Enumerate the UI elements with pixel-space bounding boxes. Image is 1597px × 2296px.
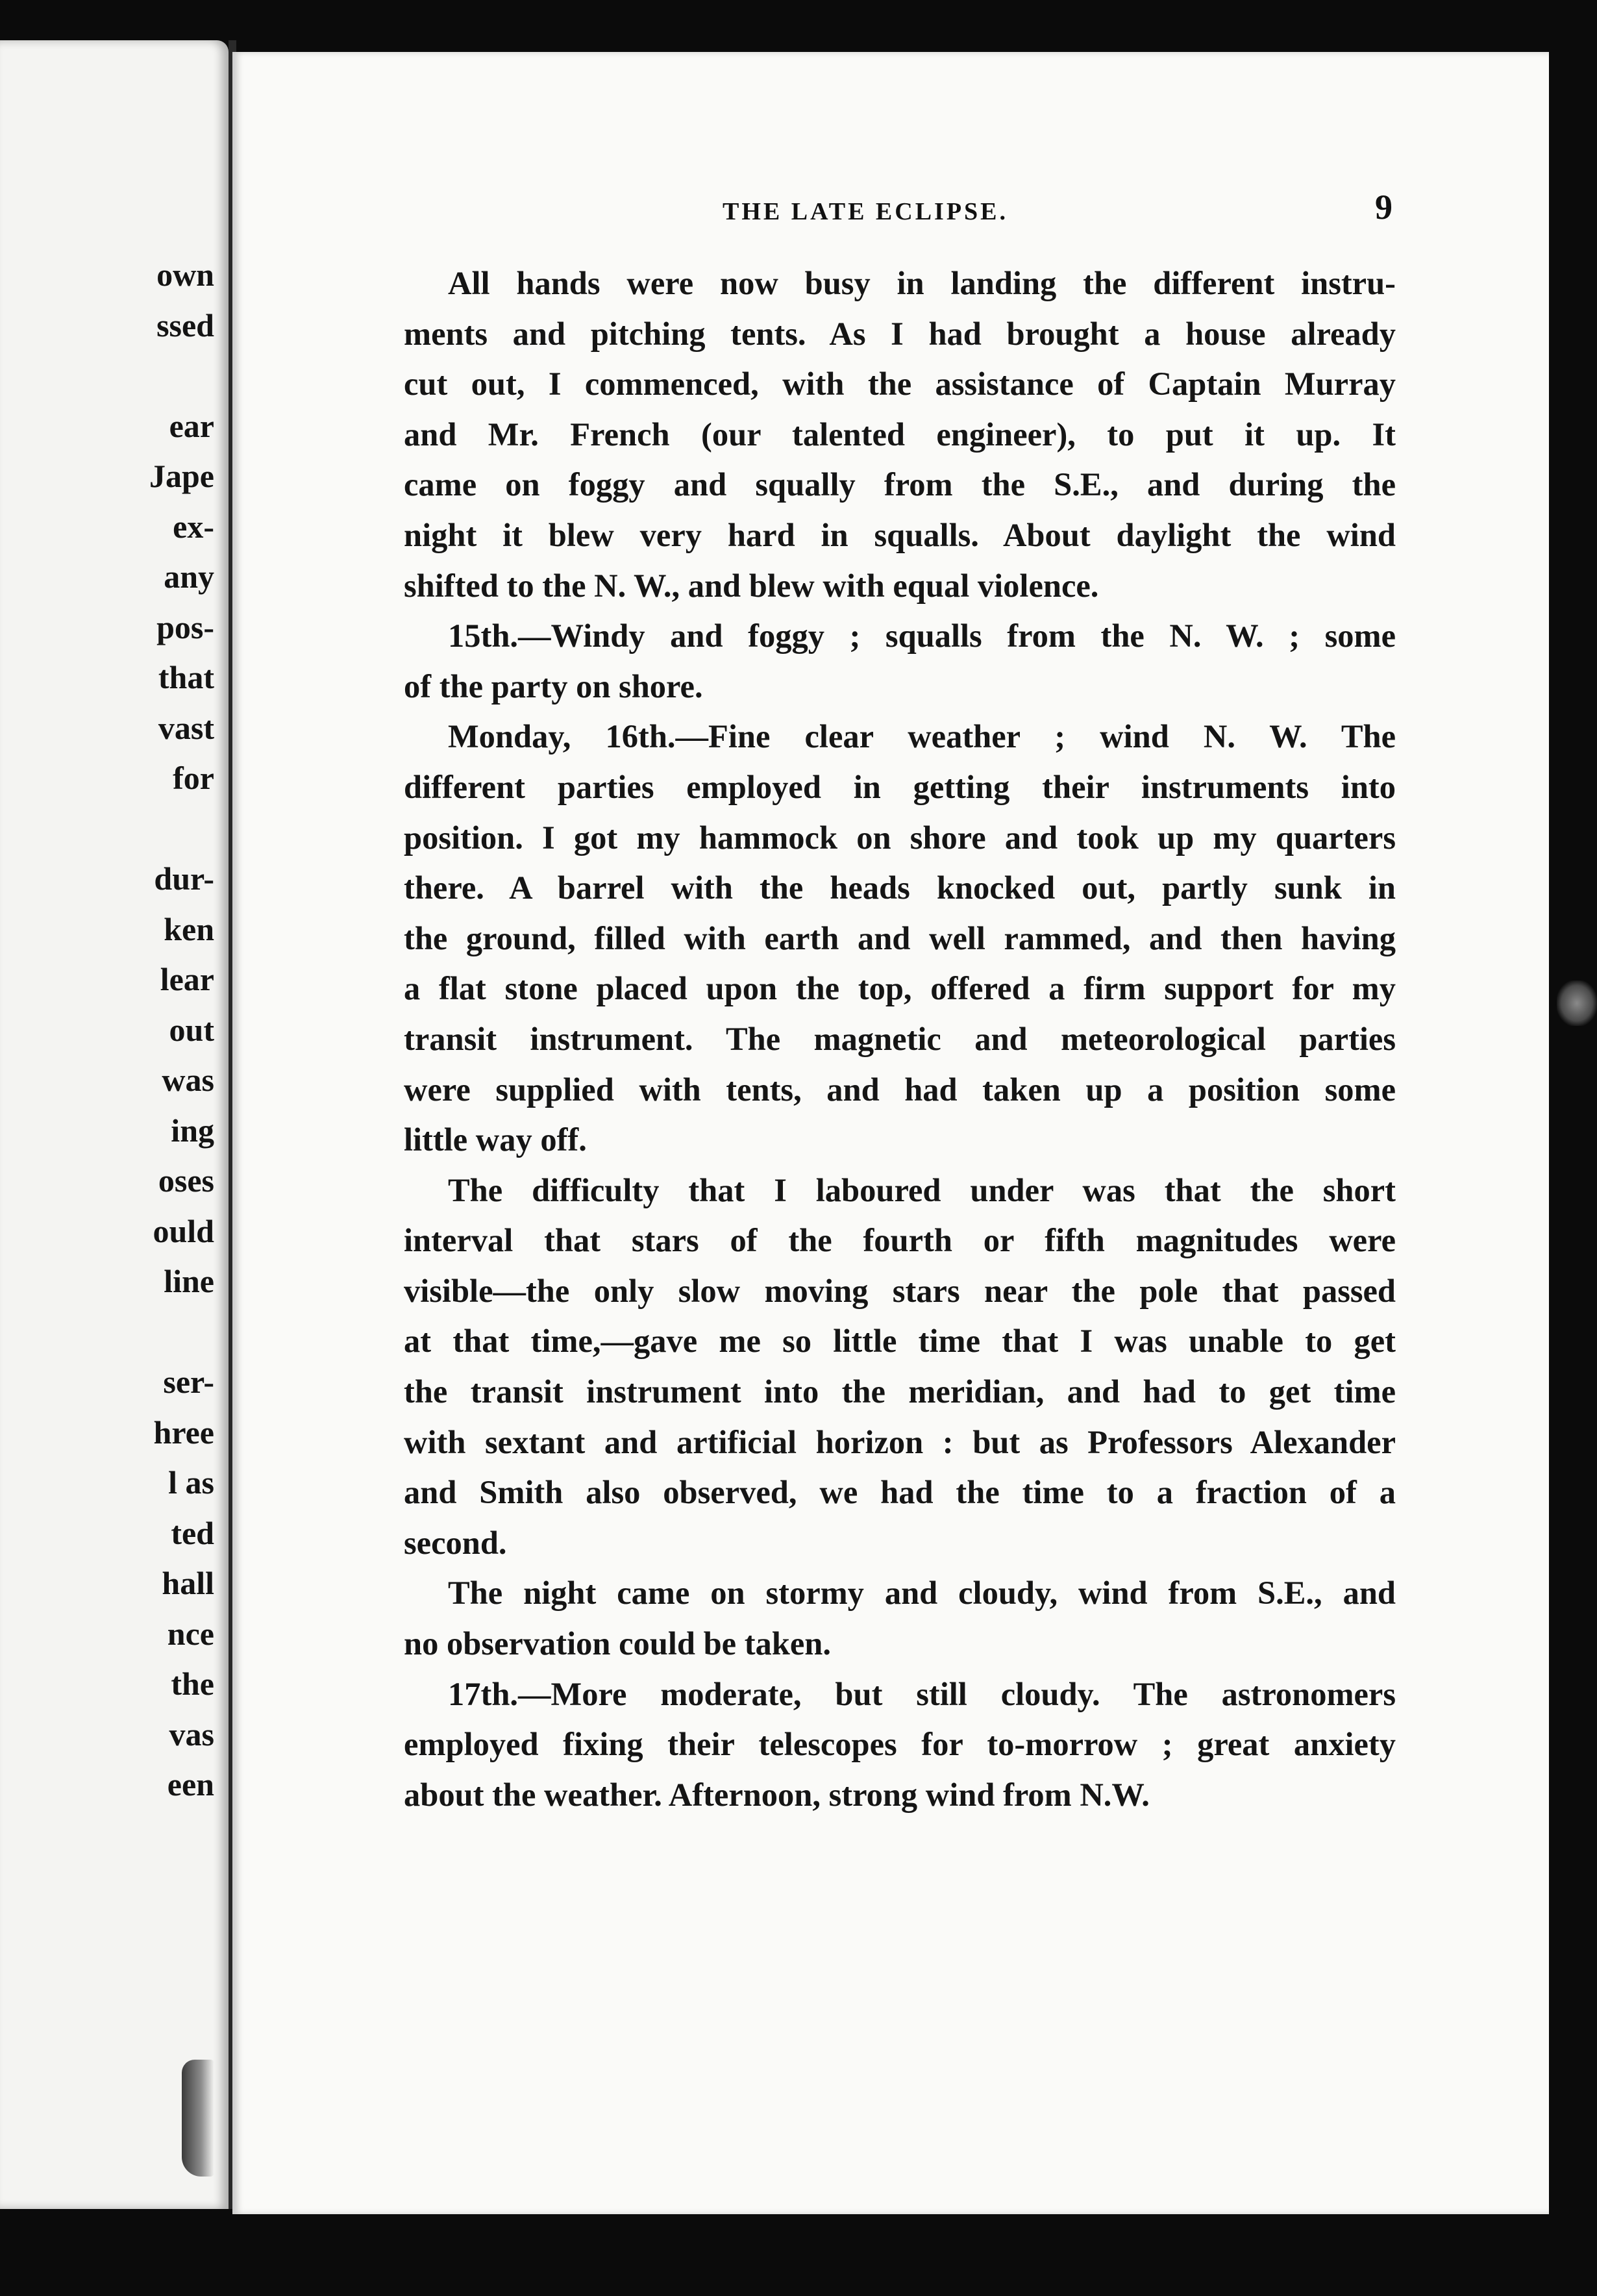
text-line: employed fixing their telescopes for to-morrow ; great anxiety [404,1726,1396,1763]
text-line: different parties employed in getting their instruments into [404,768,1396,805]
left-page-fragment: ken [164,911,214,947]
left-page-fragment: for [173,760,214,796]
left-page-fragment: ser- [163,1364,214,1400]
text-line: interval that stars of the fourth or fifth magnitudes were [404,1222,1396,1259]
text-line: about the weather. Afternoon, strong wind from N.W. [404,1776,1150,1813]
text-line: night it blew very hard in squalls. About daylight the wind [404,516,1396,553]
left-page-fragment: line [164,1263,214,1299]
text-line: All hands were now busy in landing the different instru- [448,265,1396,301]
text-line: transit instrument. The magnetic and meteorological parties [404,1020,1396,1057]
text-line: The night came on stormy and cloudy, wind from S.E., and [448,1575,1396,1612]
left-page-fragment: dur- [154,860,214,897]
left-page-fragment: Jape [149,458,214,494]
text-line: second. [404,1524,507,1561]
left-page-fragment: pos- [156,609,214,645]
text-line: no observation could be taken. [404,1625,831,1662]
page-tear-mark [182,2060,214,2177]
left-page-fragment: ssed [156,307,214,343]
left-page-fragment: vast [158,710,214,746]
text-line: and Mr. French (our talented engineer), to put it up. It [404,416,1396,453]
text-line: position. I got my hammock on shore and took up my quarters [404,819,1396,856]
page-number: 9 [1375,188,1393,227]
text-line: at that time,—gave me so little time that I was unable to get [404,1323,1396,1360]
text-line: there. A barrel with the heads knocked out, partly sunk in [404,869,1396,906]
text-line: ments and pitching tents. As I had brought a house already [404,315,1396,352]
text-line: of the party on shore. [404,668,703,705]
left-facing-page [0,40,229,2209]
left-page-fragment: out [169,1012,214,1048]
left-page-fragment: hall [162,1565,214,1601]
left-page-fragment: ex- [173,508,214,545]
left-page-fragment: oses [158,1162,214,1199]
text-line: 15th.—Windy and foggy ; squalls from the N. W. ; some [448,618,1396,655]
left-page-fragment: ted [171,1515,214,1551]
left-page-fragment: ould [153,1213,214,1249]
text-line: Monday, 16th.—Fine clear weather ; wind N. W. The [448,718,1396,755]
left-page-fragment: was [162,1062,214,1098]
text-line: were supplied with tents, and had taken up a position some [404,1071,1396,1108]
left-page-fragment: nce [167,1616,214,1652]
left-page-fragment: the [171,1666,214,1702]
text-line: and Smith also observed, we had the time to a fraction of a [404,1474,1396,1511]
left-page-fragment: hree [153,1414,214,1451]
text-line: the transit instrument into the meridian, and had to get time [404,1373,1396,1410]
left-page-fragment: lear [160,961,214,997]
text-line: a flat stone placed upon the top, offered a firm support for my [404,970,1396,1007]
text-line: came on foggy and squally from the S.E., and during the [404,466,1396,503]
text-line: with sextant and artificial horizon : but as Professors Alexander [404,1423,1396,1460]
text-line: visible—the only slow moving stars near the pole that passed [404,1272,1396,1309]
left-page-fragment: any [164,558,214,595]
text-line: The difficulty that I laboured under was that the short [448,1171,1396,1208]
body-text [404,258,1396,1820]
left-page-fragment: ear [169,408,214,444]
text-line: cut out, I commenced, with the assistance of Captain Murray [404,366,1396,403]
left-page-fragment: that [158,659,214,695]
text-line: little way off. [404,1121,587,1158]
text-line: the ground, filled with earth and well rammed, and then having [404,919,1396,956]
text-line: shifted to the N. W., and blew with equal violence. [404,567,1099,604]
left-page-fragment: een [167,1766,214,1803]
page-edge-mark [1557,980,1597,1026]
text-line: 17th.—More moderate, but still cloudy. The astronomers [448,1675,1396,1712]
running-head: THE LATE ECLIPSE. [723,198,1009,225]
left-page-fragment: vas [169,1716,214,1753]
left-page-fragment: l as [168,1464,214,1501]
left-page-fragment: ing [171,1112,214,1149]
left-page-fragment: own [156,256,214,293]
